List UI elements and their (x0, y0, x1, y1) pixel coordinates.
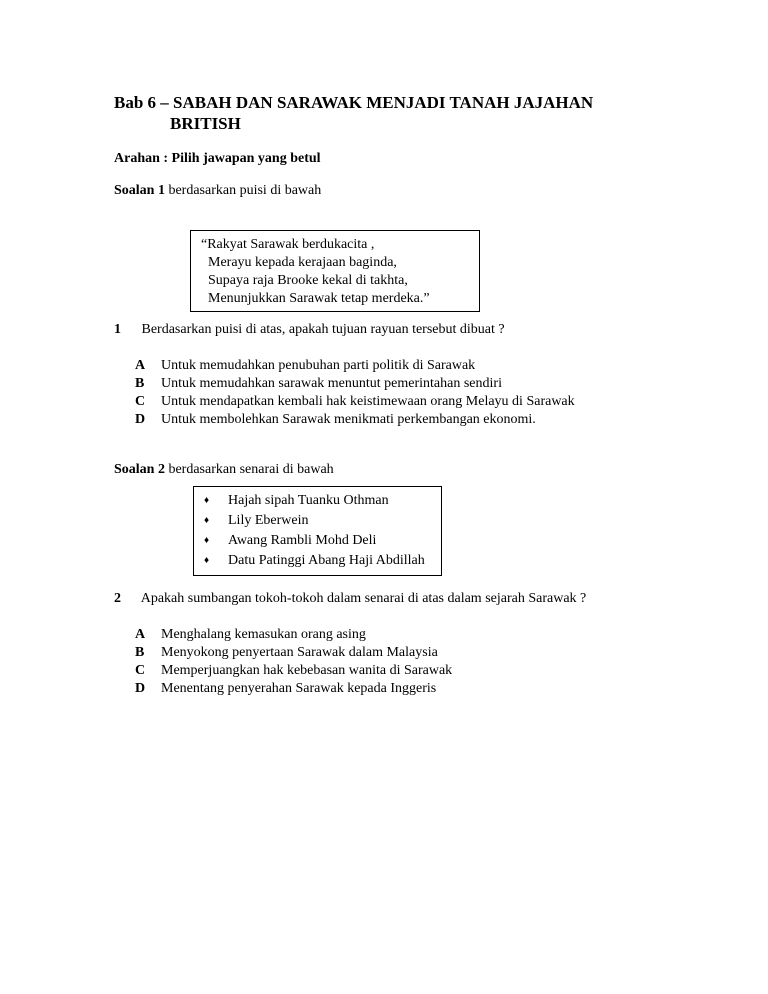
option-a[interactable] (135, 626, 452, 644)
option-letter: C (135, 394, 146, 409)
poem-line: “Rakyat Sarawak berdukacita , (201, 237, 375, 252)
option-letter: B (135, 645, 145, 660)
question-1 (114, 322, 505, 338)
list-item (204, 491, 441, 511)
option-text: Untuk mendapatkan kembali hak keistimewaan orang Melayu di Sarawak (161, 394, 575, 409)
soalan2-label: Soalan 2 (114, 462, 165, 477)
question-1-number: 1 (114, 322, 121, 337)
option-b[interactable] (135, 644, 452, 662)
option-letter: C (135, 663, 146, 678)
list-item (204, 531, 441, 551)
option-letter: B (135, 376, 145, 391)
list-item-text: Hajah sipah Tuanku Othman (228, 493, 389, 508)
option-c[interactable] (135, 662, 452, 680)
option-letter: A (135, 358, 146, 373)
option-text: Menghalang kemasukan orang asing (161, 627, 366, 642)
list-item (204, 551, 441, 571)
option-b[interactable] (135, 375, 575, 393)
option-d[interactable] (135, 680, 452, 698)
question-1-text: Berdasarkan puisi di atas, apakah tujuan rayuan tersebut dibuat ? (141, 322, 505, 337)
soalan2-heading (114, 462, 334, 478)
option-text: Untuk memudahkan penubuhan parti politik di Sarawak (161, 358, 476, 373)
soalan1-text: berdasarkan puisi di bawah (168, 183, 322, 198)
option-text: Untuk membolehkan Sarawak menikmati perkembangan ekonomi. (161, 412, 536, 427)
list-box (193, 486, 442, 576)
diamond-bullet-icon: ♦ (204, 535, 210, 546)
option-c[interactable] (135, 393, 575, 411)
poem-line: Supaya raja Brooke kekal di takhta, (208, 273, 408, 288)
option-d[interactable] (135, 411, 575, 429)
question-2-text: Apakah sumbangan tokoh-tokoh dalam senarai di atas dalam sejarah Sarawak ? (140, 591, 587, 606)
question-2 (114, 591, 586, 607)
diamond-bullet-icon: ♦ (204, 495, 210, 506)
question-1-options (135, 357, 575, 429)
diamond-bullet-icon: ♦ (204, 515, 210, 526)
option-letter: D (135, 412, 146, 427)
chapter-title-line1: Bab 6 – SABAH DAN SARAWAK MENJADI TANAH JAJAHAN (114, 93, 594, 112)
poem-line: Menunjukkan Sarawak tetap merdeka.” (208, 291, 430, 306)
poem-box (190, 230, 480, 312)
list-item-text: Datu Patinggi Abang Haji Abdillah (228, 553, 425, 568)
instruction-text: Arahan : Pilih jawapan yang betul (114, 151, 321, 166)
soalan1-label: Soalan 1 (114, 183, 165, 198)
diamond-bullet-icon: ♦ (204, 555, 210, 566)
list-item-text: Awang Rambli Mohd Deli (228, 533, 377, 548)
soalan2-text: berdasarkan senarai di bawah (168, 462, 334, 477)
question-2-options (135, 626, 452, 698)
list-item (204, 511, 441, 531)
list-item-text: Lily Eberwein (228, 513, 309, 528)
soalan1-heading (114, 183, 321, 199)
question-2-number: 2 (114, 591, 121, 606)
option-a[interactable] (135, 357, 575, 375)
poem-line: Merayu kepada kerajaan baginda, (208, 255, 397, 270)
option-letter: A (135, 627, 146, 642)
option-text: Untuk memudahkan sarawak menuntut pemerintahan sendiri (161, 376, 502, 391)
option-letter: D (135, 681, 146, 696)
option-text: Menentang penyerahan Sarawak kepada Inggeris (161, 681, 437, 696)
chapter-title (114, 92, 593, 134)
option-text: Menyokong penyertaan Sarawak dalam Malaysia (161, 645, 438, 660)
option-text: Memperjuangkan hak kebebasan wanita di Sarawak (161, 663, 453, 678)
chapter-title-line2: BRITISH (170, 114, 241, 133)
